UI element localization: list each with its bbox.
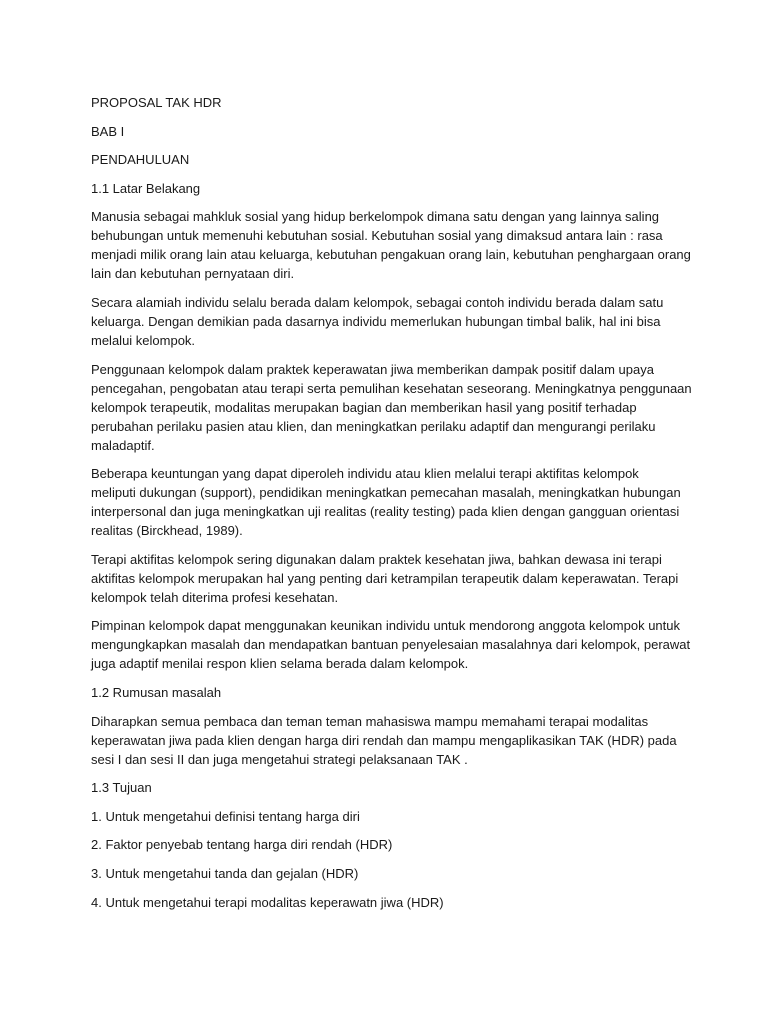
paragraph-line: Manusia sebagai mahkluk sosial yang hidup berkelompok dimana satu dengan yang lainnya saling <box>91 209 660 225</box>
paragraph-line: melalui kelompok. <box>91 332 196 348</box>
paragraph-line: behubungan untuk memenuhi kebutuhan sosial. Kebutuhan sosial yang dimaksud antara lain : rasa <box>91 228 663 244</box>
paragraph-line: keperawatan jiwa pada klien dengan harga diri rendah dan mampu mengaplikasikan TAK (HDR) pada <box>91 732 677 748</box>
goal-item-2: 2. Faktor penyebab tentang harga diri rendah (HDR) <box>91 837 393 853</box>
chapter-label: BAB I <box>91 123 125 139</box>
paragraph-line: pencegahan, pengobatan atau terapi serta pemulihan kesehatan seseorang. Meningkatnya penggunaan <box>91 380 692 396</box>
document-page <box>91 93 691 921</box>
paragraph-line: kelompok terapeutik, modalitas merupakan bagian dan memberikan hasil yang positif terhadap <box>91 399 637 415</box>
paragraph-line: keluarga. Dengan demikian pada dasarnya individu memerlukan hubungan timbal balik, hal ini bisa <box>91 313 661 329</box>
paragraph-line: Secara alamiah individu selalu berada dalam kelompok, sebagai contoh individu berada dalam satu <box>91 294 664 310</box>
paragraph-line: Terapi aktifitas kelompok sering digunakan dalam praktek kesehatan jiwa, bahkan dewasa ini terapi <box>91 551 662 567</box>
paragraph-line: realitas (Birckhead, 1989). <box>91 523 243 539</box>
paragraph-1 <box>91 207 691 283</box>
paragraph-line: juga adaptif menilai respon klien selama berada dalam kelompok. <box>91 656 469 672</box>
paragraph-line: Penggunaan kelompok dalam praktek keperawatan jiwa memberikan dampak positif dalam upaya <box>91 361 654 377</box>
paragraph-line: Beberapa keuntungan yang dapat diperoleh individu atau klien melalui terapi aktifitas kelompok <box>91 466 639 482</box>
paragraph-line: kelompok telah diterima profesi kesehatan. <box>91 589 339 605</box>
paragraph-line: mengungkapkan masalah dan mendapatkan bantuan penyelesaian masalahnya dari kelompok, perawat <box>91 637 691 653</box>
paragraph-line: meliputi dukungan (support), pendidikan meningkatkan pemecahan masalah, meningkatkan hubungan <box>91 485 681 501</box>
paragraph-line: sesi I dan sesi II dan juga mengetahui strategi pelaksanaan TAK . <box>91 751 468 767</box>
paragraph-line: interpersonal dan juga meningkatkan uji realitas (reality testing) pada klien dengan gangguan orientasi <box>91 504 680 520</box>
paragraph-line: maladaptif. <box>91 437 155 453</box>
paragraph-5 <box>91 550 691 607</box>
paragraph-6 <box>91 616 691 673</box>
paragraph-3 <box>91 360 691 455</box>
paragraph-7 <box>91 712 691 769</box>
paragraph-line: menjadi milik orang lain atau keluarga, kebutuhan pengakuan orang lain, kebutuhan penghargaan orang <box>91 247 691 263</box>
chapter-title: PENDAHULUAN <box>91 152 190 168</box>
goal-item-4: 4. Untuk mengetahui terapi modalitas keperawatn jiwa (HDR) <box>91 894 444 910</box>
paragraph-4 <box>91 464 691 540</box>
goal-item-1: 1. Untuk mengetahui definisi tentang harga diri <box>91 808 360 824</box>
paragraph-line: aktifitas kelompok merupakan hal yang penting dari ketrampilan terapeutik dalam keperawatan. Terapi <box>91 570 679 586</box>
paragraph-line: Pimpinan kelompok dapat menggunakan keunikan individu untuk mendorong anggota kelompok untuk <box>91 618 681 634</box>
document-title: PROPOSAL TAK HDR <box>91 95 222 110</box>
section-heading-1-3: 1.3 Tujuan <box>91 780 152 796</box>
paragraph-line: lain dan kebutuhan pernyataan diri. <box>91 266 295 282</box>
goal-item-3: 3. Untuk mengetahui tanda dan gejalan (HDR) <box>91 865 359 881</box>
paragraph-2 <box>91 293 691 350</box>
section-heading-1-1: 1.1 Latar Belakang <box>91 180 201 196</box>
paragraph-line: perubahan perilaku pasien atau klien, dan meningkatkan perilaku adaptif dan mengurangi perilaku <box>91 418 656 434</box>
paragraph-line: Diharapkan semua pembaca dan teman teman mahasiswa mampu memahami terapai modalitas <box>91 713 649 729</box>
section-heading-1-2: 1.2 Rumusan masalah <box>91 684 222 700</box>
